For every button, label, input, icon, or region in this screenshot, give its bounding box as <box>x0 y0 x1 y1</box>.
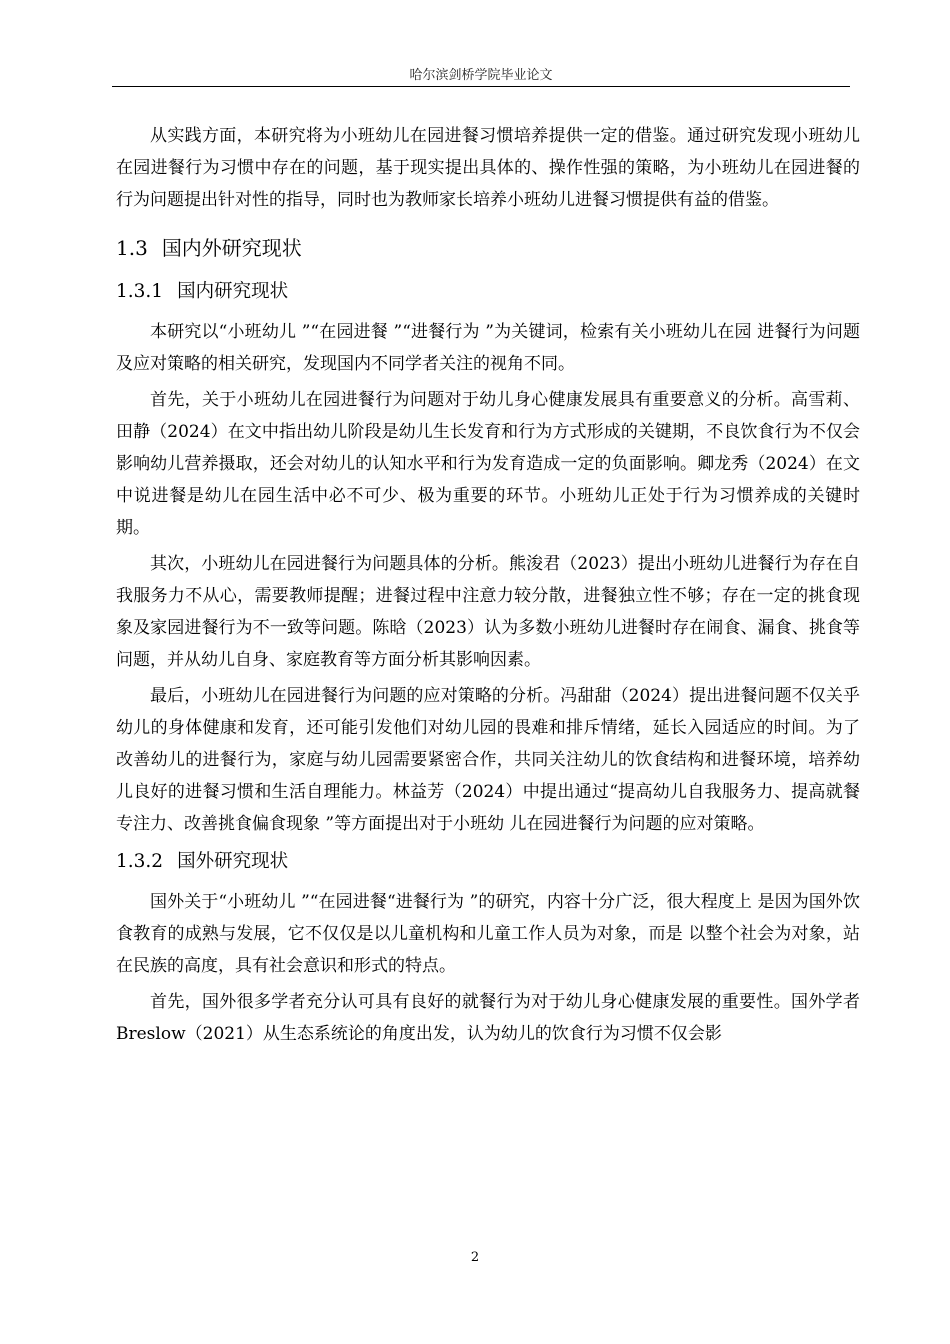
subsection-title: 国内研究现状 <box>177 281 289 302</box>
section-heading-1-3 <box>116 228 860 268</box>
paragraph: 其次，小班幼儿在园进餐行为问题具体的分析。熊浚君（2023）提出小班幼儿进餐行为存在自我服务力不从心，需要教师提醒；进餐过程中注意力较分散，进餐独立性不够；存在一定的挑食现象及家园进餐行为不一致等问题。陈晗（2023）认为多数小班幼儿进餐时存在闹食、漏食、挑食等问题，并从幼儿自身、家庭教育等方面分析其影响因素。 <box>116 554 860 670</box>
paragraph: 首先，关于小班幼儿在园进餐行为问题对于幼儿身心健康发展具有重要意义的分析。高雪莉、田静（2024）在文中指出幼儿阶段是幼儿生长发育和行为方式形成的关键期，不良饮食行为不仅会影响幼儿营养摄取，还会对幼儿的认知水平和行为发育造成一定的负面影响。卿龙秀（2024）在文中说进餐是幼儿在园生活中必不可少、极为重要的环节。小班幼儿正处于行为习惯养成的关键时期。 <box>116 390 860 538</box>
subsection-title: 国外研究现状 <box>177 851 289 872</box>
subsection-number: 1.3.1 <box>116 281 164 302</box>
section-title: 国内外研究现状 <box>161 236 302 260</box>
page-number: 2 <box>470 1250 480 1265</box>
subsection-heading-1-3-2 <box>116 844 860 880</box>
paragraph: 本研究以“小班幼儿 ”“在园进餐 ”“进餐行为 ”为关键词，检索有关小班幼儿在园 进餐行为问题及应对策略的相关研究，发现国内不同学者关注的视角不同。 <box>116 322 860 374</box>
subsection-number: 1.3.2 <box>116 851 164 872</box>
intro-paragraph: 从实践方面，本研究将为小班幼儿在园进餐习惯培养提供一定的借鉴。通过研究发现小班幼儿在园进餐行为习惯中存在的问题，基于现实提出具体的、操作性强的策略，为小班幼儿在园进餐的行为问题提出针对性的指导，同时也为教师家长培养小班幼儿进餐习惯提供有益的借鉴。 <box>116 126 860 210</box>
header-rule <box>112 86 850 87</box>
subsection-heading-1-3-1 <box>116 274 860 310</box>
running-header: 哈尔滨剑桥学院毕业论文 <box>409 68 553 83</box>
paragraph: 首先，国外很多学者充分认可具有良好的就餐行为对于幼儿身心健康发展的重要性。国外学者 Breslow（2021）从生态系统论的角度出发，认为幼儿的饮食行为习惯不仅会影 <box>116 992 860 1044</box>
section-number: 1.3 <box>116 236 148 260</box>
document-body <box>116 120 860 1050</box>
paragraph: 国外关于“小班幼儿 ”“在园进餐“进餐行为 ”的研究，内容十分广泛，很大程度上 是因为国外饮食教育的成熟与发展，它不仅仅是以儿童机构和儿童工作人员为对象，而是 以整个社会为对象，站在民族的高度，具有社会意识和形式的特点。 <box>116 892 860 976</box>
paragraph: 最后，小班幼儿在园进餐行为问题的应对策略的分析。冯甜甜（2024）提出进餐问题不仅关乎幼儿的身体健康和发育，还可能引发他们对幼儿园的畏难和排斥情绪，延长入园适应的时间。为了改善幼儿的进餐行为，家庭与幼儿园需要紧密合作，共同关注幼儿的饮食结构和进餐环境，培养幼儿良好的进餐习惯和生活自理能力。林益芳（2024）中提出通过“提高幼儿自我服务力、提高就餐专注力、改善挑食偏食现象 ”等方面提出对于小班幼 儿在园进餐行为问题的应对策略。 <box>116 686 860 834</box>
